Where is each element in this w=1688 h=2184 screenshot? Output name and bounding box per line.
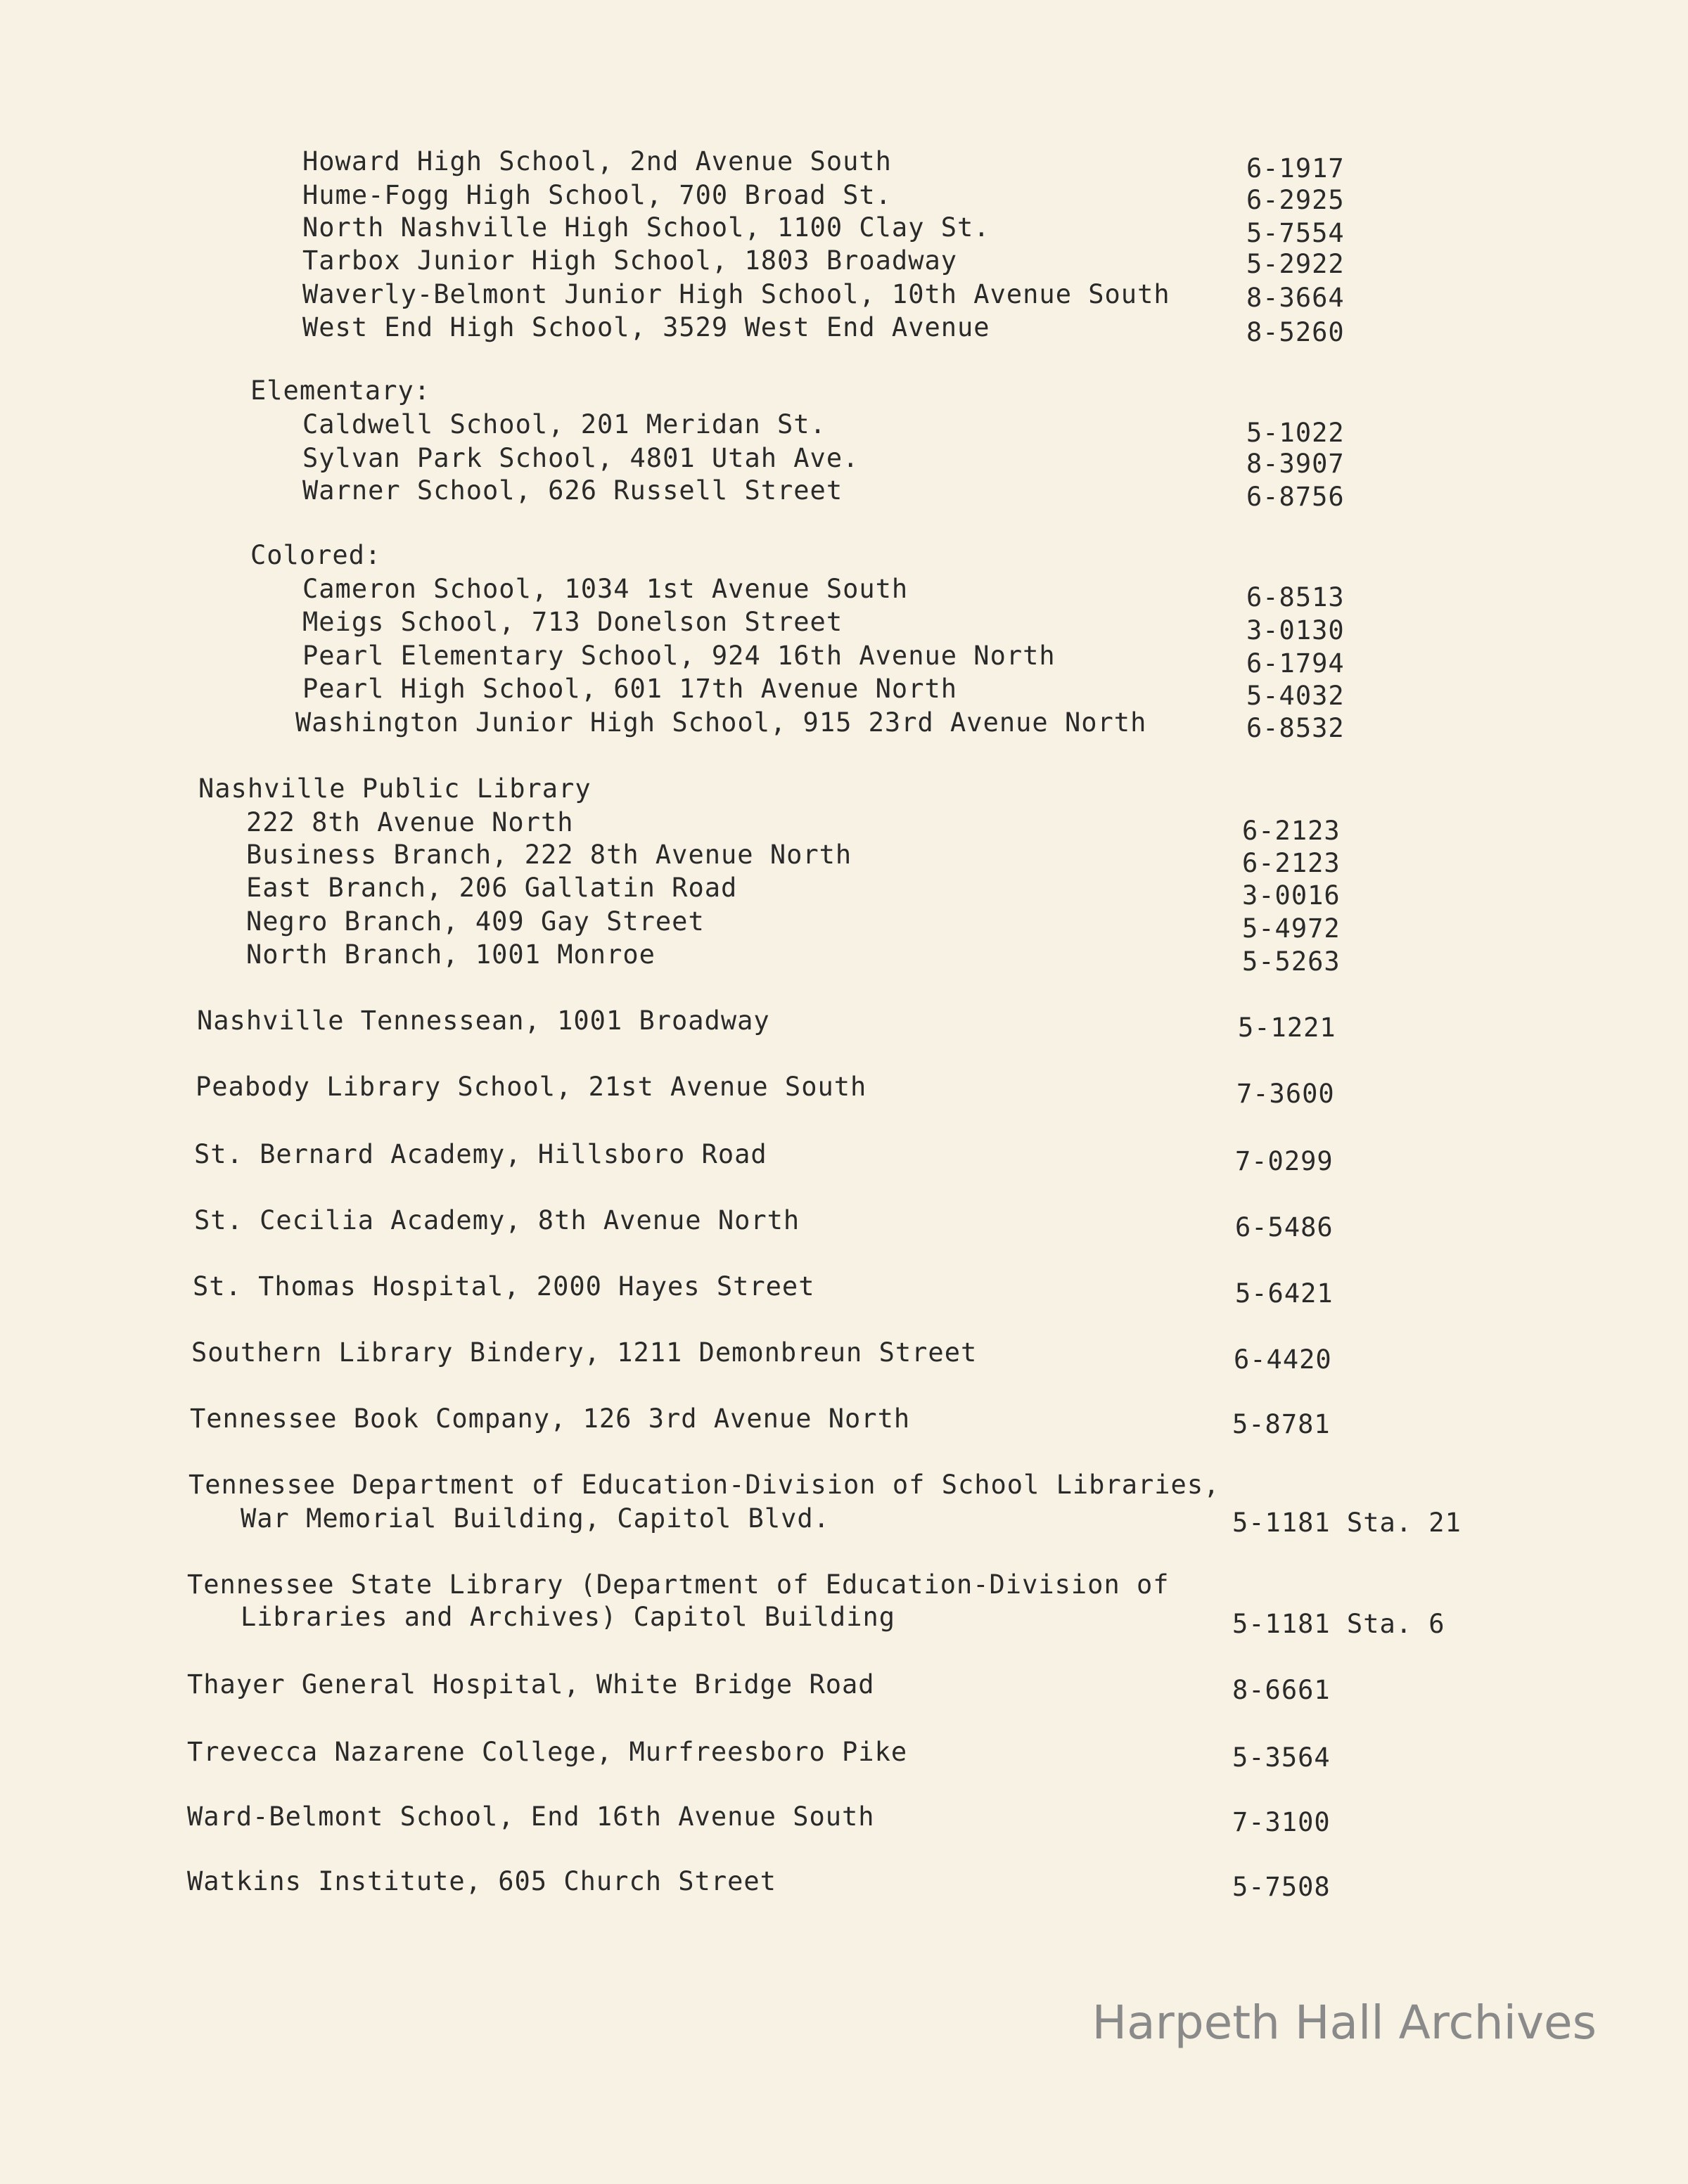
entry-phone: 3-0016 [1242,880,1341,911]
entry-phone: 5-1181 Sta. 21 [1232,1508,1462,1538]
entry-text: Howard High School, 2nd Avenue South [302,146,892,176]
entry-text: Meigs School, 713 Donelson Street [302,607,843,637]
entry-text: West End High School, 3529 West End Avenue [302,312,990,342]
entry-text: Nashville Tennessean, 1001 Broadway [197,1006,770,1036]
entry-phone: 5-3564 [1232,1742,1331,1773]
entry-text: Watkins Institute, 605 Church Street [187,1866,776,1896]
entry-text: Hume-Fogg High School, 700 Broad St. [302,180,892,210]
section-heading: Elementary: [250,375,431,406]
entry-phone: 6-8756 [1246,482,1345,512]
entry-phone: 5-8781 [1232,1409,1331,1439]
entry-phone: 7-3100 [1232,1807,1331,1837]
entry-phone: 6-2123 [1242,816,1341,846]
entry-text: Cameron School, 1034 1st Avenue South [302,574,909,604]
entry-phone: 8-6661 [1232,1675,1331,1705]
entry-phone: 6-8532 [1246,713,1345,743]
entry-phone: 5-1181 Sta. 6 [1232,1609,1445,1639]
entry-phone: 5-7508 [1232,1872,1331,1902]
entry-text: 222 8th Avenue North [246,807,574,837]
entry-text: Tennessee Department of Education-Division of School Libraries, [188,1470,1220,1500]
entry-phone: 6-1794 [1246,648,1345,679]
entry-phone: 5-5263 [1242,946,1341,977]
entry-phone: 5-1221 [1238,1013,1336,1043]
entry-text: Thayer General Hospital, White Bridge Road [187,1669,875,1700]
entry-text: St. Bernard Academy, Hillsboro Road [194,1139,767,1169]
entry-phone: 8-3664 [1246,283,1345,313]
entry-text: Sylvan Park School, 4801 Utah Ave. [302,443,859,473]
entry-text: Peabody Library School, 21st Avenue South [196,1072,867,1102]
section-heading: Colored: [250,540,382,570]
section-heading: Nashville Public Library [198,773,592,804]
entry-text: Pearl High School, 601 17th Avenue North [302,674,958,704]
entry-text: Waverly-Belmont Junior High School, 10th Avenue South [302,279,1170,309]
entry-phone: 6-2925 [1246,185,1345,215]
entry-text: Caldwell School, 201 Meridan St. [302,409,826,439]
entry-phone: 7-0299 [1235,1146,1334,1176]
entry-text: Tennessee Book Company, 126 3rd Avenue North [190,1403,911,1434]
entry-phone: 5-4032 [1246,681,1345,711]
archive-watermark: Harpeth Hall Archives [1092,1996,1597,2050]
entry-text: Trevecca Nazarene College, Murfreesboro Pike [187,1737,908,1767]
entry-text: North Branch, 1001 Monroe [246,939,656,970]
entry-text: Warner School, 626 Russell Street [302,475,843,506]
entry-text: Tennessee State Library (Department of Education-Division of [187,1569,1170,1600]
entry-text: St. Thomas Hospital, 2000 Hayes Street [193,1271,815,1302]
entry-text: Washington Junior High School, 915 23rd Avenue North [295,707,1147,738]
entry-phone: 7-3600 [1236,1079,1335,1109]
entry-phone: 8-3907 [1246,449,1345,479]
entry-text: Pearl Elementary School, 924 16th Avenue North [302,641,1056,671]
entry-phone: 6-5486 [1235,1212,1334,1242]
entry-text: Libraries and Archives) Capitol Building [241,1602,896,1632]
entry-phone: 6-2123 [1242,848,1341,878]
entry-phone: 3-0130 [1246,615,1345,645]
entry-text: Southern Library Bindery, 1211 Demonbreun Street [191,1337,978,1368]
entry-phone: 6-1917 [1246,153,1345,184]
entry-text: North Nashville High School, 1100 Clay St. [302,212,990,243]
entry-phone: 5-7554 [1246,218,1345,248]
entry-text: Business Branch, 222 8th Avenue North [246,840,852,870]
entry-phone: 5-1022 [1246,418,1345,448]
entry-text: St. Cecilia Academy, 8th Avenue North [194,1205,800,1235]
entry-phone: 5-2922 [1246,249,1345,279]
entry-phone: 8-5260 [1246,317,1345,347]
entry-text: Tarbox Junior High School, 1803 Broadway [302,245,958,276]
entry-text: Negro Branch, 409 Gay Street [246,906,705,937]
entry-phone: 6-4420 [1234,1344,1332,1375]
entry-phone: 5-6421 [1235,1278,1334,1309]
entry-text: Ward-Belmont School, End 16th Avenue South [187,1801,875,1832]
entry-text: East Branch, 206 Gallatin Road [246,873,738,903]
entry-phone: 6-8513 [1246,582,1345,612]
entry-text: War Memorial Building, Capitol Blvd. [241,1503,830,1534]
entry-phone: 5-4972 [1242,913,1341,944]
